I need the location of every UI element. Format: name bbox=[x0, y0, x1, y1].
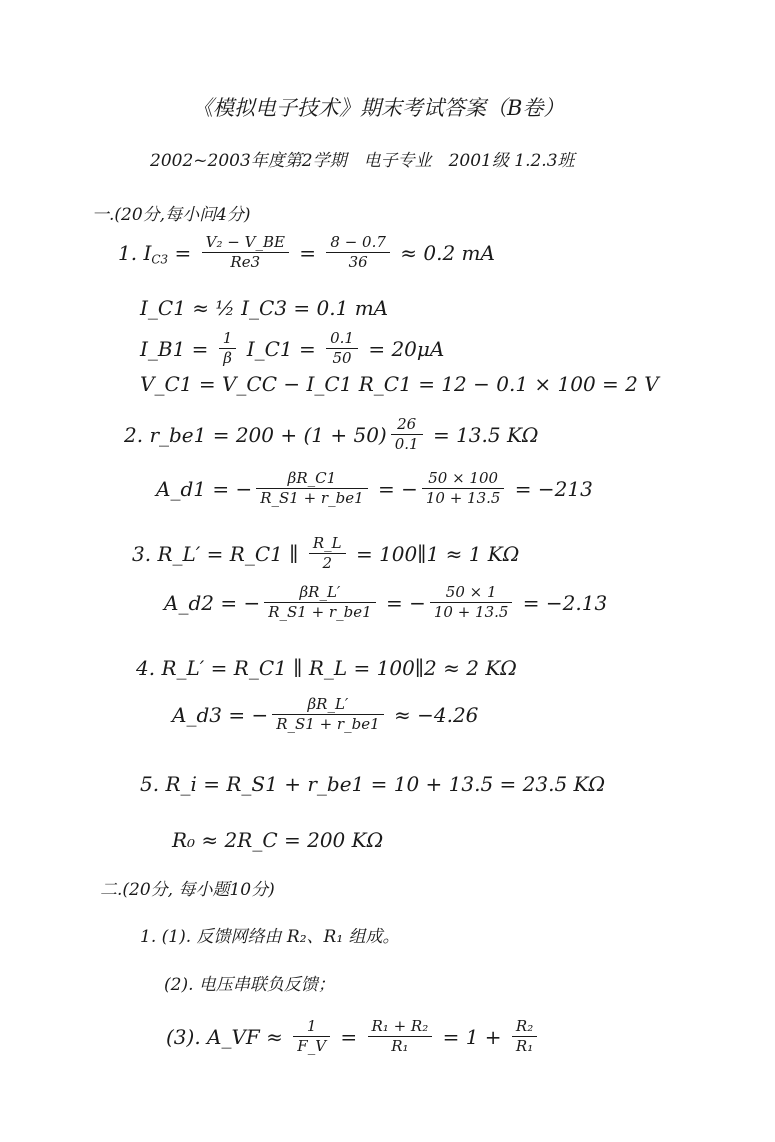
s2-p3-fraction-2 bbox=[368, 1018, 433, 1056]
q3-l2-f2-num: 50 × 1 bbox=[430, 584, 513, 603]
page-subtitle: 2002~2003年度第2学期 电子专业 2001级 1.2.3班 bbox=[150, 151, 575, 171]
q3-l2-pre: A_d2 = − bbox=[164, 590, 261, 615]
q1-l3-mid: I_C1 = bbox=[240, 336, 323, 361]
q1-line3 bbox=[140, 330, 444, 368]
q3-l2-mid: = − bbox=[379, 590, 426, 615]
q2-line1 bbox=[124, 416, 538, 454]
q5-line1: 5. R_i = R_S1 + r_be1 = 10 + 13.5 = 23.5 KΩ bbox=[140, 772, 606, 796]
page-title: 《模拟电子技术》期末考试答案（B卷） bbox=[192, 96, 565, 120]
s2-p3-f2-num: R₁ + R₂ bbox=[368, 1018, 433, 1037]
q1-lhs: 1. I bbox=[118, 240, 152, 265]
s2-p3-pre: (3). A_VF ≈ bbox=[166, 1024, 290, 1049]
q1-line1 bbox=[118, 234, 495, 272]
s2-p3-f3-den: R₁ bbox=[515, 1037, 534, 1056]
q2-l2-result: = −213 bbox=[508, 476, 593, 501]
q3-l2-f1-den: R_S1 + r_be1 bbox=[268, 603, 372, 622]
q2-l1-f1-den: 0.1 bbox=[394, 435, 419, 454]
s2-p3-fraction-1 bbox=[293, 1018, 330, 1056]
q3-l2-result: = −2.13 bbox=[516, 590, 608, 615]
q1-f1-num: V₂ − V_BE bbox=[202, 234, 289, 253]
q1-l3-f2-den: 50 bbox=[332, 349, 352, 368]
s2-q1-part3 bbox=[166, 1018, 541, 1056]
s2-p3-f2-den: R₁ bbox=[391, 1037, 409, 1056]
q1-f2-num: 8 − 0.7 bbox=[326, 234, 390, 253]
q1-l3-f1-den: β bbox=[223, 349, 232, 368]
q3-l2-fraction-2 bbox=[430, 584, 513, 622]
q2-l2-mid: = − bbox=[371, 476, 418, 501]
q3-l1-result: = 100∥1 ≈ 1 KΩ bbox=[349, 541, 520, 566]
q1-l3-f1-num: 1 bbox=[219, 330, 237, 349]
q2-l1-pre: 2. r_be1 = 200 + (1 + 50) bbox=[124, 422, 387, 447]
q1-fraction-1 bbox=[202, 234, 289, 272]
q1-fraction-2 bbox=[326, 234, 390, 272]
q3-l2-f1-num: βR_L′ bbox=[264, 584, 375, 603]
s2-q1-part2: (2). 电压串联负反馈； bbox=[164, 975, 335, 995]
q1-result: ≈ 0.2 mA bbox=[393, 240, 495, 265]
q1-f2-den: 36 bbox=[348, 253, 368, 272]
q3-line1 bbox=[132, 535, 519, 573]
q3-l2-fraction-1 bbox=[264, 584, 375, 622]
s2-p3-f3-num: R₂ bbox=[512, 1018, 537, 1037]
s2-p3-mid2: = 1 + bbox=[436, 1024, 508, 1049]
q3-line2 bbox=[164, 584, 607, 622]
q3-l1-f1-den: 2 bbox=[322, 554, 332, 573]
q2-l1-f1-num: 26 bbox=[391, 416, 423, 435]
q4-line1: 4. R_L′ = R_C1 ∥ R_L = 100∥2 ≈ 2 KΩ bbox=[136, 656, 517, 680]
q2-l2-fraction-1 bbox=[256, 470, 367, 508]
q1-l3-fraction-1 bbox=[219, 330, 237, 368]
q4-line2 bbox=[172, 696, 478, 734]
q2-l2-fraction-2 bbox=[422, 470, 505, 508]
q4-l2-result: ≈ −4.26 bbox=[387, 702, 479, 727]
q2-l2-f1-den: R_S1 + r_be1 bbox=[260, 489, 364, 508]
q4-l2-f1-num: βR_L′ bbox=[272, 696, 383, 715]
q1-l3-f2-num: 0.1 bbox=[326, 330, 358, 349]
q1-line4: V_C1 = V_CC − I_C1 R_C1 = 12 − 0.1 × 100 = 2 V bbox=[140, 372, 659, 396]
q3-l2-f2-den: 10 + 13.5 bbox=[433, 603, 509, 622]
q5-line2: R₀ ≈ 2R_C = 200 KΩ bbox=[172, 828, 384, 852]
s2-p3-mid: = bbox=[334, 1024, 364, 1049]
q2-l1-fraction bbox=[391, 416, 423, 454]
q1-eq1: = bbox=[168, 240, 198, 265]
q1-lhs-sub: C3 bbox=[151, 252, 169, 267]
q1-f1-den: Re3 bbox=[230, 253, 261, 272]
q3-l1-fraction bbox=[309, 535, 346, 573]
q4-l2-fraction bbox=[272, 696, 383, 734]
section2-heading: 二.(20分, 每小题10分) bbox=[100, 880, 275, 900]
s2-q1-part1: 1. (1). 反馈网络由 R₂、R₁ 组成。 bbox=[140, 927, 400, 947]
q3-l1-pre: 3. R_L′ = R_C1 ∥ bbox=[132, 541, 305, 566]
s2-p3-fraction-3 bbox=[512, 1018, 537, 1056]
q1-l3-result: = 20μA bbox=[361, 336, 445, 361]
section1-heading: 一.(20分,每小问4分) bbox=[92, 205, 251, 225]
q2-l2-pre: A_d1 = − bbox=[156, 476, 253, 501]
q2-l2-f1-num: βR_C1 bbox=[256, 470, 367, 489]
q4-l2-pre: A_d3 = − bbox=[172, 702, 269, 727]
s2-p3-f1-den: F_V bbox=[297, 1037, 327, 1056]
q2-l1-result: = 13.5 KΩ bbox=[426, 422, 539, 447]
q1-line2: I_C1 ≈ ½ I_C3 = 0.1 mA bbox=[140, 296, 389, 320]
q1-l3-fraction-2 bbox=[326, 330, 358, 368]
q4-l2-f1-den: R_S1 + r_be1 bbox=[276, 715, 380, 734]
q3-l1-f1-num: R_L bbox=[309, 535, 346, 554]
q1-eq2: = bbox=[292, 240, 323, 265]
q2-line2 bbox=[156, 470, 593, 508]
q2-l2-f2-den: 10 + 13.5 bbox=[425, 489, 501, 508]
q1-l3-pre: I_B1 = bbox=[140, 336, 215, 361]
s2-p3-f1-num: 1 bbox=[293, 1018, 330, 1037]
q2-l2-f2-num: 50 × 100 bbox=[422, 470, 505, 489]
